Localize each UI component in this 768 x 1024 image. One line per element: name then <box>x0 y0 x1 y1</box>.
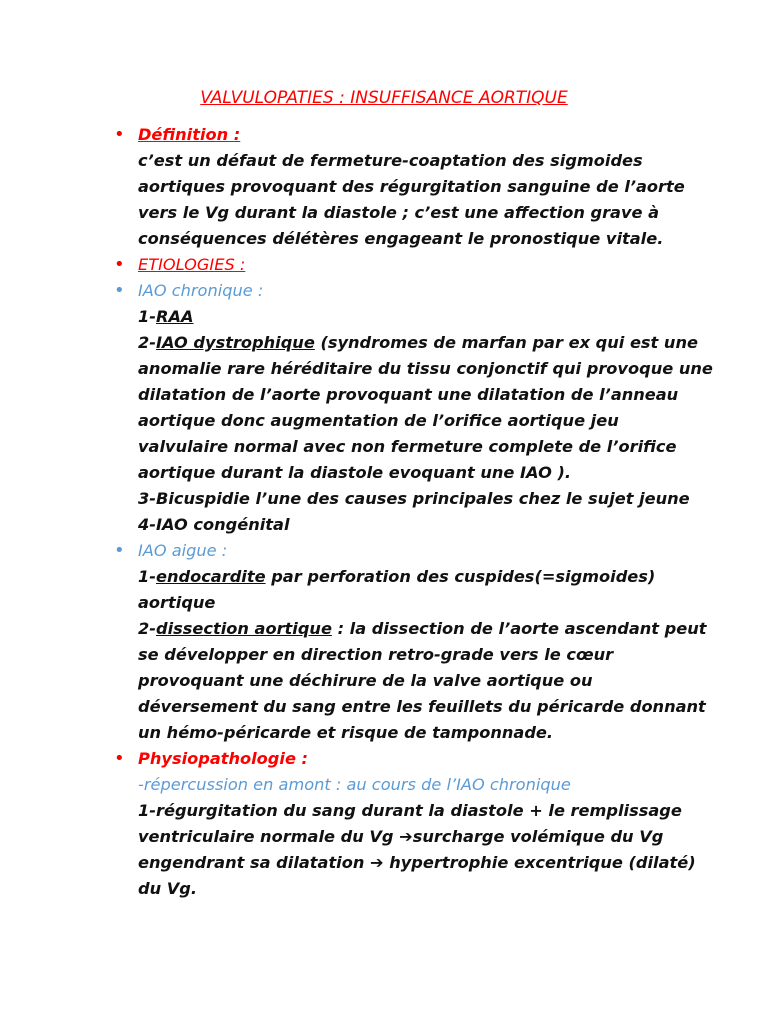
definition-line: aortiques provoquant des régurgitation sanguine de l’aorte <box>138 177 685 196</box>
chronique-line: anomalie rare héréditaire du tissu conjonctif qui provoque une <box>138 359 713 378</box>
aigue-line: déversement du sang entre les feuillets du péricarde donnant <box>138 697 706 716</box>
chronique-heading: IAO chronique : <box>138 281 264 300</box>
chronique-item-1 <box>138 306 194 328</box>
item-prefix: 2- <box>138 333 156 352</box>
physio-subheading: -répercussion en amont : au cours de l’IAO chronique <box>138 775 571 794</box>
physio-heading: Physiopathologie : <box>138 749 309 768</box>
item-prefix: 1- <box>138 307 156 326</box>
physio-line <box>138 852 696 874</box>
physio-line: du Vg. <box>138 879 198 898</box>
physio-text: surcharge volémique du Vg <box>412 827 664 846</box>
underlined-term: endocardite <box>155 567 266 586</box>
aigue-item-1 <box>138 566 655 588</box>
physio-line: 1-régurgitation du sang durant la diastole + le remplissage <box>138 801 682 820</box>
chronique-line: aortique donc augmentation de l’orifice aortique jeu <box>138 411 619 430</box>
chronique-item-3: 3-Bicuspidie l’une des causes principales chez le sujet jeune <box>138 489 690 508</box>
page-title: VALVULOPATIES : INSUFFISANCE AORTIQUE <box>200 88 568 108</box>
aigue-item-2 <box>138 618 707 640</box>
item-text: : la dissection de l’aorte ascendant peut <box>331 619 707 638</box>
underlined-term: IAO dystrophique <box>155 333 315 352</box>
bullet-icon: • <box>114 540 125 561</box>
definition-line: conséquences délétères engageant le pronostique vitale. <box>138 229 664 248</box>
chronique-item-2 <box>138 332 698 354</box>
underlined-term: dissection aortique <box>155 619 332 638</box>
bullet-icon: • <box>114 280 125 301</box>
chronique-line: aortique durant la diastole evoquant une IAO ). <box>138 463 572 482</box>
item-prefix: 1- <box>138 567 156 586</box>
physio-text: ventriculaire normale du Vg <box>138 827 400 846</box>
aigue-line: provoquant une déchirure de la valve aortique ou <box>138 671 593 690</box>
bullet-icon: • <box>114 748 125 769</box>
aigue-line: se développer en direction retro-grade vers le cœur <box>138 645 614 664</box>
aigue-line: un hémo-péricarde et risque de tamponnade. <box>138 723 554 742</box>
bullet-icon: • <box>114 254 125 275</box>
arrow-right-icon: ➔ <box>370 853 384 872</box>
physio-text: hypertrophie excentrique (dilaté) <box>383 853 696 872</box>
item-text: (syndromes de marfan par ex qui est une <box>314 333 698 352</box>
aigue-line: aortique <box>138 593 216 612</box>
definition-heading: Définition : <box>138 125 241 144</box>
definition-line: c’est un défaut de fermeture-coaptation des sigmoides <box>138 151 643 170</box>
chronique-line: dilatation de l’aorte provoquant une dilatation de l’anneau <box>138 385 679 404</box>
aigue-heading: IAO aigue : <box>138 541 228 560</box>
definition-line: vers le Vg durant la diastole ; c’est une affection grave à <box>138 203 660 222</box>
physio-line <box>138 826 663 848</box>
etiologies-heading: ETIOLOGIES : <box>138 255 246 274</box>
physio-text: engendrant sa dilatation <box>138 853 371 872</box>
arrow-right-icon: ➔ <box>399 827 413 846</box>
chronique-line: valvulaire normal avec non fermeture complete de l’orifice <box>138 437 677 456</box>
chronique-item-4: 4-IAO congénital <box>138 515 290 534</box>
item-prefix: 2- <box>138 619 156 638</box>
item-text: par perforation des cuspides(=sigmoides) <box>265 567 656 586</box>
underlined-term: RAA <box>155 307 194 326</box>
bullet-icon: • <box>114 124 125 145</box>
